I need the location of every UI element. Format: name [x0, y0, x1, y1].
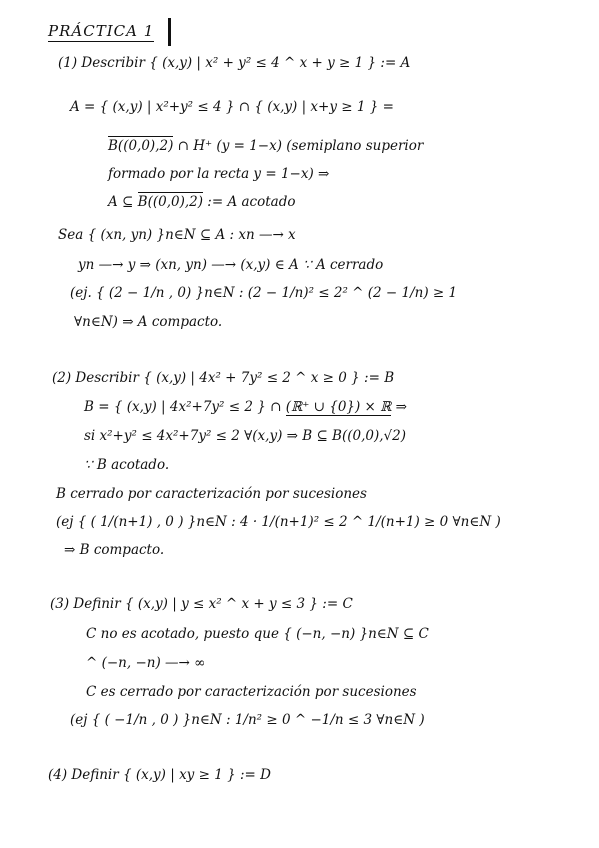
- ex4-statement: (4) Definir { (x,y) | xy ≥ 1 } := D: [48, 767, 271, 783]
- ex1-line-3: [108, 137, 423, 155]
- ex2-line-6: (ej { ( 1/(n+1) , 0 ) }n∈N : 4 · 1/(n+1)² ≤ 2 ^ 1/(n+1) ≥ 0 ∀n∈N ): [56, 514, 501, 530]
- ex2-line-7: ⇒ B compacto.: [64, 542, 165, 558]
- ex1-statement: (1) Describir { (x,y) | x² + y² ≤ 4 ^ x + y ≥ 1 } := A: [58, 55, 411, 71]
- ex3-statement: (3) Definir { (x,y) | y ≤ x² ^ x + y ≤ 3 } := C: [50, 596, 353, 612]
- ex1-line-4: formado por la recta y = 1−x) ⇒: [108, 166, 330, 182]
- ex2-line-2-c: ⇒: [395, 399, 407, 415]
- ex2-line-2: [84, 398, 407, 416]
- ex3-line-2: C no es acotado, puesto que { (−n, −n) }n∈N ⊆ C: [86, 626, 429, 642]
- ex3-line-5: (ej { ( −1/n , 0 ) }n∈N : 1/n² ≥ 0 ^ −1/n ≤ 3 ∀n∈N ): [70, 712, 425, 728]
- ex1-line-5-c: := A acotado: [207, 194, 296, 210]
- ex3-line-3: ^ (−n, −n) —→ ∞: [86, 655, 206, 671]
- half-plane-set: (ℝ⁺ ∪ {0}) × ℝ: [285, 399, 392, 415]
- ex2-line-4: ∵ B acotado.: [84, 457, 170, 473]
- ex1-line-8: (ej. { (2 − 1/n , 0) }n∈N : (2 − 1/n)² ≤ 2² ^ (2 − 1/n) ≥ 1: [70, 285, 458, 301]
- ex1-line-5: [108, 193, 295, 211]
- page-title: PRÁCTICA 1: [48, 22, 155, 40]
- ex1-line-6: Sea { (xn, yn) }n∈N ⊆ A : xn —→ x: [58, 227, 296, 243]
- ex2-line-5: B cerrado por caracterización por sucesiones: [56, 486, 367, 502]
- ex2-line-2-a: B = { (x,y) | 4x²+7y² ≤ 2 } ∩: [84, 399, 282, 415]
- closed-ball-notation-2: B((0,0),2): [137, 194, 203, 210]
- ex1-line-5-a: A ⊆: [108, 194, 134, 210]
- ex1-line-7: yn —→ y ⇒ (xn, yn) —→ (x,y) ∈ A ∵ A cerrado: [78, 257, 384, 273]
- ex1-line-9: ∀n∈N) ⇒ A compacto.: [74, 314, 223, 330]
- title-mark: [168, 18, 171, 46]
- ex1-line-2: A = { (x,y) | x²+y² ≤ 4 } ∩ { (x,y) | x+y ≥ 1 } =: [70, 99, 394, 115]
- ex1-line-3-rest: ∩ H⁺ (y = 1−x) (semiplano superior: [177, 138, 424, 154]
- closed-ball-notation: B((0,0),2): [108, 138, 174, 154]
- ex2-line-3: si x²+y² ≤ 4x²+7y² ≤ 2 ∀(x,y) ⇒ B ⊆ B((0,0),√2): [84, 428, 406, 444]
- ex2-statement: (2) Describir { (x,y) | 4x² + 7y² ≤ 2 ^ x ≥ 0 } := B: [52, 370, 395, 386]
- ex3-line-4: C es cerrado por caracterización por sucesiones: [86, 684, 417, 700]
